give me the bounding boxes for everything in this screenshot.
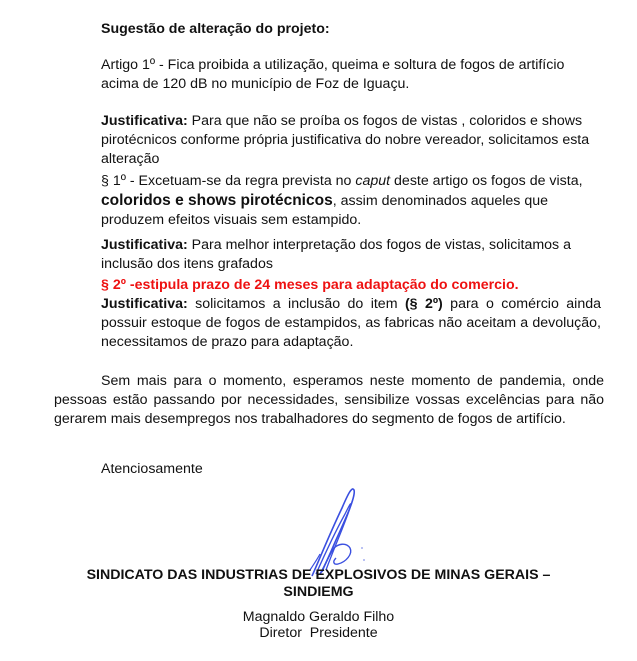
justificativa-2 bbox=[101, 236, 601, 274]
justificativa-label: Justificativa: bbox=[101, 113, 188, 129]
signature-image bbox=[290, 478, 390, 578]
justificativa-label: Justificativa: bbox=[101, 237, 188, 253]
justificativa-label: Justificativa: bbox=[101, 296, 188, 312]
signer-name: Magnaldo Geraldo Filho bbox=[242, 609, 395, 625]
justificativa-text: Para que não se proíba os fogos de vistas , coloridos e shows pirotécnicos conforme própria justificativa do nobre vereador, solicitamos esta alteração bbox=[101, 113, 590, 167]
paragrafo-1-text: § 1º - Excetuam-se da regra prevista no bbox=[101, 173, 356, 189]
justificativa-3 bbox=[101, 295, 601, 352]
justificativa-1 bbox=[101, 112, 601, 169]
paragrafo-1-text: , assim denominados aqueles que produzem efeitos visuais sem estampido. bbox=[101, 193, 549, 228]
justificativa-text: para o comércio ainda possuir estoque de fogos de estampidos, as fabricas não aceitam a devolução, necessitamos de prazo para adaptação. bbox=[101, 296, 601, 350]
justificativa-text: solicitamos a inclusão do item bbox=[187, 296, 405, 312]
paragrafo-1 bbox=[101, 172, 601, 230]
closing-paragraph: Sem mais para o momento, esperamos neste momento de pandemia, onde pessoas estão passando por necessidades, sensibilize vossas excelências para não gerarem mais desempregos nos trabalhadores do segmento de fogos de artifício. bbox=[54, 373, 604, 427]
organization-line-1: SINDICATO DAS INDUSTRIAS DE EXPLOSIVOS DE MINAS GERAIS – bbox=[86, 567, 551, 583]
item-reference: (§ 2º) bbox=[404, 296, 443, 312]
paragrafo-2: § 2º -estipula prazo de 24 meses para adaptação do comercio. bbox=[101, 277, 519, 293]
artigo-1: Artigo 1º - Fica proibida a utilização, queima e soltura de fogos de artifício acima de 120 dB no município de Foz de Iguaçu. bbox=[101, 57, 565, 92]
paragrafo-1-text: deste artigo os fogos de vista, bbox=[390, 173, 583, 189]
salutation: Atenciosamente bbox=[101, 461, 203, 477]
signer-title: Diretor Presidente bbox=[259, 625, 378, 641]
organization-line-2: SINDIEMG bbox=[283, 584, 354, 600]
caput-italic: caput bbox=[355, 173, 391, 189]
paragrafo-1-bold: coloridos e shows pirotécnicos bbox=[101, 192, 333, 209]
heading: Sugestão de alteração do projeto: bbox=[101, 21, 330, 37]
justificativa-text: Para melhor interpretação dos fogos de vistas, solicitamos a inclusão dos itens grafados bbox=[101, 237, 571, 272]
